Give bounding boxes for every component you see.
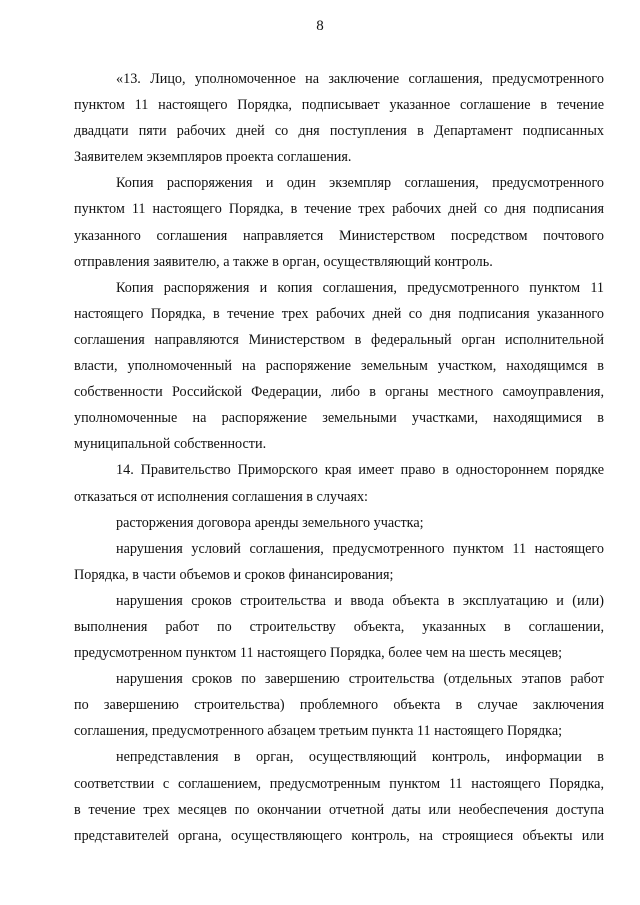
text-line: собственности Российской Федерации, либо в органы местного самоуправления, — [74, 384, 604, 401]
text-line: соглашения, предусмотренного абзацем третьим пункта 11 настоящего Порядка; — [74, 723, 563, 740]
paragraph — [74, 457, 604, 509]
text-line: выполнения работ по строительству объекта, указанных в соглашении, — [74, 618, 604, 635]
text-line: предусмотренном пунктом 11 настоящего Порядка, более чем на шесть месяцев; — [74, 645, 563, 662]
paragraph — [74, 666, 604, 744]
text-line: пунктом 11 настоящего Порядка, в течение трех рабочих дней со дня подписания — [74, 201, 604, 218]
text-line: Заявителем экземпляров проекта соглашения. — [74, 149, 352, 166]
paragraph — [74, 588, 604, 666]
text-line: указанного соглашения направляется Министерством посредством почтового — [74, 227, 604, 244]
text-line: расторжения договора аренды земельного участка; — [116, 514, 424, 531]
text-line: Порядка, в части объемов и сроков финансирования; — [74, 566, 394, 583]
text-line: Копия распоряжения и копия соглашения, предусмотренного пунктом 11 — [116, 279, 604, 296]
text-line: по завершению строительства) проблемного объекта в случае заключения — [74, 697, 604, 714]
paragraph — [74, 510, 604, 536]
paragraph — [74, 744, 604, 848]
text-line: муниципальной собственности. — [74, 436, 267, 453]
text-line: настоящего Порядка, в течение трех рабочих дней со дня подписания указанного — [74, 305, 604, 322]
text-line: двадцати пяти рабочих дней со дня поступления в Департамент подписанных — [74, 123, 604, 140]
text-line: Копия распоряжения и один экземпляр соглашения, предусмотренного — [116, 175, 604, 192]
text-line: отправления заявителю, а также в орган, осуществляющий контроль. — [74, 253, 493, 270]
page-number: 8 — [316, 18, 324, 34]
text-line: представителей органа, осуществляющего контроль, на строящиеся объекты или — [74, 827, 604, 844]
text-line: нарушения сроков строительства и ввода объекта в эксплуатацию и (или) — [116, 592, 604, 609]
document-body — [74, 66, 604, 849]
text-line: нарушения условий соглашения, предусмотренного пунктом 11 настоящего — [116, 540, 604, 557]
text-line: соответствии с соглашением, предусмотренным пунктом 11 настоящего Порядка, — [74, 775, 604, 792]
text-line: пунктом 11 настоящего Порядка, подписывает указанное соглашение в течение — [74, 97, 604, 114]
text-line: 14. Правительство Приморского края имеет право в одностороннем порядке — [116, 462, 604, 479]
paragraph — [74, 275, 604, 458]
text-line: соглашения направляются Министерством в федеральный орган исполнительной — [74, 331, 604, 348]
text-line: отказаться от исполнения соглашения в случаях: — [74, 488, 368, 505]
text-line: в течение трех месяцев по окончании отчетной даты или необеспечения доступа — [74, 801, 604, 818]
text-line: уполномоченные на распоряжение земельными участками, находящимися в — [74, 410, 604, 427]
text-line: «13. Лицо, уполномоченное на заключение соглашения, предусмотренного — [116, 71, 604, 87]
paragraph — [74, 536, 604, 588]
text-line: нарушения сроков по завершению строительства (отдельных этапов работ — [116, 671, 604, 688]
paragraph — [74, 170, 604, 274]
paragraph — [74, 66, 604, 170]
text-line: непредставления в орган, осуществляющий контроль, информации в — [116, 749, 604, 766]
text-line: власти, уполномоченный на распоряжение земельным участком, находящимся в — [74, 358, 604, 375]
